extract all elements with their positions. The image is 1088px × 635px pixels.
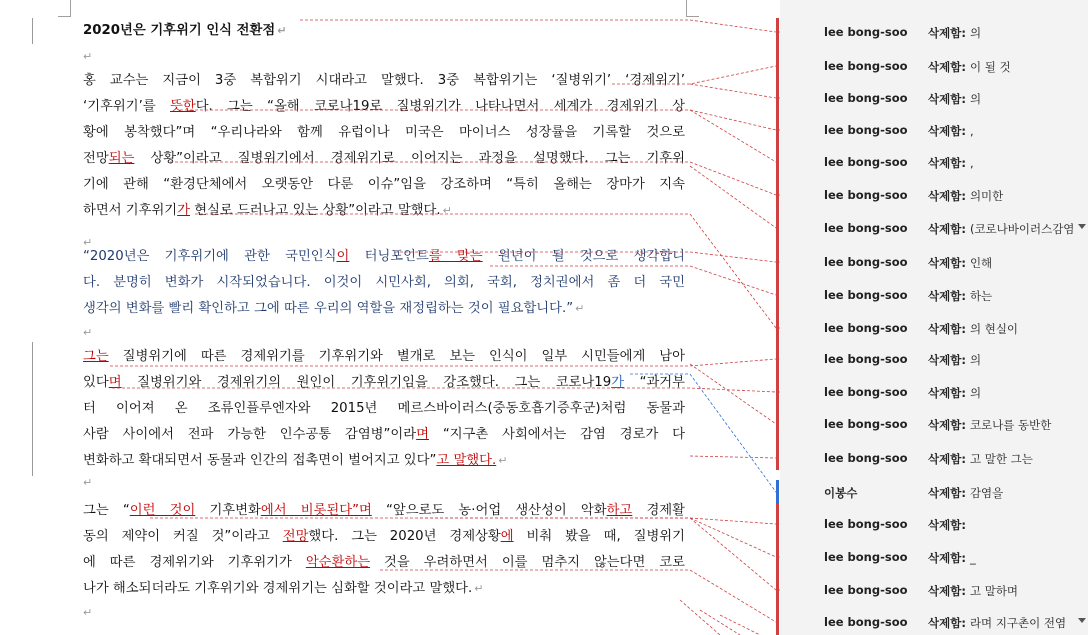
balloon-deleted-label <box>928 321 1018 337</box>
text-line <box>83 172 685 198</box>
tracked-insertion: 고 말했다. <box>436 453 497 468</box>
text-run: 그는 “ <box>83 503 130 518</box>
deleted-text: 하는 <box>969 289 993 303</box>
tracked-insertion: 되는 <box>108 151 135 166</box>
deleted-text: 고 말한 그는 <box>969 452 1033 466</box>
text-line <box>83 198 685 224</box>
expand-balloon-icon[interactable] <box>1078 224 1086 229</box>
text-run: 나가 해소되더라도 기후위기와 경제위기는 심화할 것이라고 말했다. <box>83 581 473 596</box>
tracked-insertion: 며 <box>108 375 122 390</box>
deleted-text: 의미한 <box>969 189 1004 203</box>
balloon-author: lee bong-soo <box>824 255 908 269</box>
text-run: 것을 우려하면서 이를 멈추지 않는다면 코로 <box>370 555 685 570</box>
text-run: 생각의 변화를 빨리 확인하고 그에 따른 우리의 역할을 재정립하는 것이 필요합니다.” <box>83 301 574 316</box>
paragraph-mark: ↵ <box>575 302 585 315</box>
deleted-text: 의 <box>969 353 982 367</box>
deletion-balloon[interactable] <box>780 86 1088 110</box>
deletion-balloon[interactable] <box>780 20 1088 44</box>
left-change-bar <box>32 342 33 476</box>
text-run: 비춰 봤을 때, 질병위기 <box>513 529 685 544</box>
text-line <box>83 94 685 120</box>
deleted-text: , <box>969 124 974 138</box>
deleted-text: 의 현실이 <box>969 322 1019 336</box>
balloon-deleted-label <box>928 59 1011 75</box>
paragraph-mark: ↵ <box>474 582 484 595</box>
text-run: 홍 교수는 지금이 3중 복합위기 시대라고 말했다. 3중 복합위기는 ‘질병위기’ ‘경제위기’ <box>83 73 685 88</box>
tracked-insertion: 이런 것이 <box>129 503 196 518</box>
tracked-insertion: 전망 <box>282 529 309 544</box>
balloon-deleted-label <box>928 352 981 368</box>
text-line <box>83 448 685 474</box>
right-change-bar-blue <box>776 480 779 504</box>
deletion-balloon[interactable] <box>780 480 1088 504</box>
paragraph-mark: ↵ <box>442 204 452 217</box>
balloon-author: lee bong-soo <box>824 123 908 137</box>
text-run: 질병위기에 따른 경제위기를 기후위기와 별개로 보는 인식이 일부 시민들에게 남아 <box>108 349 685 364</box>
paragraph[interactable] <box>83 344 685 474</box>
tracked-insertion: 가 <box>177 203 190 218</box>
deleted-text: 감염을 <box>969 486 1004 500</box>
balloon-deleted-label <box>928 517 966 533</box>
text-line <box>83 344 685 370</box>
tracked-insertion: 뜻한 <box>169 99 196 114</box>
empty-paragraph-mark: ↵ <box>83 50 93 63</box>
deleted-prefix: 삭제함: <box>928 60 966 74</box>
deleted-text: 라며 지구촌이 전염 <box>969 616 1067 630</box>
text-line <box>83 524 685 550</box>
balloon-author: lee bong-soo <box>824 385 908 399</box>
deleted-text: , <box>969 156 974 170</box>
deletion-balloon[interactable] <box>780 347 1088 371</box>
text-run: “앞으로도 농·어업 생산성이 악화 <box>371 503 607 518</box>
paragraph-mark: ↵ <box>498 454 508 467</box>
balloon-author: lee bong-soo <box>824 221 908 235</box>
balloon-deleted-label <box>928 25 981 41</box>
empty-paragraph-mark: ↵ <box>83 326 93 339</box>
text-run: “2020년은 기후위기에 관한 국민인식 <box>83 249 337 264</box>
text-run: 경제활 <box>632 503 685 518</box>
deleted-prefix: 삭제함: <box>928 189 966 203</box>
paragraph[interactable] <box>83 68 685 224</box>
deletion-balloon[interactable] <box>780 150 1088 174</box>
tracked-insertion: 며 <box>416 427 429 442</box>
balloon-deleted-label <box>928 155 974 171</box>
balloon-author: lee bong-soo <box>824 583 908 597</box>
empty-paragraph-mark: ↵ <box>83 606 93 619</box>
text-run: 다. 그는 “올해 코로나19로 질병위기가 나타나면서 세계가 경제위기 상 <box>195 99 685 114</box>
balloon-author: lee bong-soo <box>824 155 908 169</box>
right-change-bar <box>776 498 779 635</box>
deletion-balloon[interactable] <box>780 545 1088 569</box>
deleted-prefix: 삭제함: <box>928 386 966 400</box>
margin-corner-top-right <box>686 0 699 17</box>
deleted-prefix: 삭제함: <box>928 222 966 236</box>
text-run: “지구촌 사회에서는 감염 경로가 다 <box>428 427 685 442</box>
tracked-insertion: 그는 <box>83 349 109 364</box>
deleted-prefix: 삭제함: <box>928 551 966 565</box>
tracked-insertion: 에서 비롯된다”며 <box>260 503 372 518</box>
deletion-balloon[interactable] <box>780 283 1088 307</box>
text-line <box>83 498 685 524</box>
text-run: 상황”이라고 질병위기에서 경제위기로 이어지는 과정을 설명했다. 그는 기후위 <box>134 151 685 166</box>
deleted-prefix: 삭제함: <box>928 518 966 532</box>
tracked-insertion: 악순환하는 <box>305 555 371 570</box>
text-run: 기에 관해 “환경단체에서 오랫동안 다룬 이슈”임을 강조하며 “특히 올해는 장마가 지속 <box>83 177 685 192</box>
deleted-prefix: 삭제함: <box>928 584 966 598</box>
balloon-author: lee bong-soo <box>824 451 908 465</box>
balloon-deleted-label <box>928 188 1003 204</box>
balloon-author: 이봉수 <box>824 486 858 500</box>
text-run: 2020년은 기후위기 인식 전환점 <box>83 23 276 38</box>
deleted-text: 코로나를 동반한 <box>969 418 1052 432</box>
deleted-text: _ <box>969 551 976 565</box>
deleted-prefix: 삭제함: <box>928 418 966 432</box>
text-run: 터 이어져 온 조류인플루엔자와 2015년 메르스바이러스(중동호흡기증후군)처럼 동물과 <box>83 401 685 416</box>
deleted-prefix: 삭제함: <box>928 486 966 500</box>
text-line <box>83 270 685 296</box>
text-run: 터닝포인트 <box>349 249 429 264</box>
deleted-prefix: 삭제함: <box>928 124 966 138</box>
deletion-balloon[interactable] <box>780 610 1088 634</box>
text-run: 변화하고 확대되면서 동물과 인간의 접촉면이 벌어지고 있다” <box>83 453 437 468</box>
paragraph-mark: ↵ <box>277 24 287 37</box>
balloon-author: lee bong-soo <box>824 288 908 302</box>
deleted-text: 인해 <box>969 256 993 270</box>
balloon-author: lee bong-soo <box>824 352 908 366</box>
balloon-author: lee bong-soo <box>824 188 908 202</box>
balloon-deleted-label <box>928 485 1003 501</box>
balloon-author: lee bong-soo <box>824 59 908 73</box>
text-run: 기후변화 <box>195 503 261 518</box>
balloon-deleted-label <box>928 583 1018 599</box>
deleted-prefix: 삭제함: <box>928 156 966 170</box>
text-line <box>83 396 685 422</box>
text-line <box>83 370 685 396</box>
tracked-insertion: 이 <box>336 249 350 264</box>
text-line <box>83 120 685 146</box>
document-heading[interactable] <box>83 18 685 44</box>
text-run: 다. 분명히 변화가 시작되었습니다. 이것이 시민사회, 의회, 국회, 정치권에서 좀 더 국민 <box>83 275 685 290</box>
deleted-prefix: 삭제함: <box>928 289 966 303</box>
balloon-deleted-label <box>928 385 981 401</box>
deleted-prefix: 삭제함: <box>928 322 966 336</box>
balloon-author: lee bong-soo <box>824 517 908 531</box>
balloon-author: lee bong-soo <box>824 25 908 39</box>
deletion-balloon[interactable] <box>780 446 1088 470</box>
balloon-deleted-label <box>928 451 1033 467</box>
text-run: 동의 제약이 커질 것”이라고 <box>83 529 283 544</box>
text-run: ‘기후위기’를 <box>83 99 170 114</box>
balloon-deleted-label <box>928 91 981 107</box>
balloon-author: lee bong-soo <box>824 550 908 564</box>
expand-balloon-icon[interactable] <box>1078 618 1086 623</box>
text-run: 있다 <box>83 375 109 390</box>
right-change-bar <box>776 18 779 470</box>
deleted-prefix: 삭제함: <box>928 616 966 630</box>
text-line <box>83 146 685 172</box>
deleted-text: (코로나바이러스감염 <box>969 222 1075 236</box>
deletion-balloon[interactable] <box>780 250 1088 274</box>
text-line <box>83 550 685 576</box>
tracked-insertion: 를 맞는 <box>428 249 483 264</box>
deletion-balloon[interactable] <box>780 412 1088 436</box>
balloon-deleted-label <box>928 615 1066 631</box>
balloon-deleted-label <box>928 288 992 304</box>
deletion-balloon[interactable] <box>780 512 1088 536</box>
left-change-bar <box>32 18 33 44</box>
text-run: 황에 봉착했다”며 “우리나라와 함께 유럽이나 미국은 마이너스 성장률을 기록할 것으로 <box>83 125 685 140</box>
balloon-author: lee bong-soo <box>824 615 908 629</box>
text-line <box>83 422 685 448</box>
deleted-prefix: 삭제함: <box>928 353 966 367</box>
balloon-deleted-label <box>928 255 992 271</box>
deleted-text: 고 말하며 <box>969 584 1019 598</box>
balloon-deleted-label <box>928 221 1074 237</box>
text-run: 에 따른 경제위기와 기후위기가 <box>83 555 306 570</box>
margin-corner-top-left <box>58 0 71 17</box>
empty-paragraph-mark: ↵ <box>83 476 93 489</box>
tracked-insertion: 에 <box>500 529 514 544</box>
deletion-balloon[interactable] <box>780 578 1088 602</box>
deleted-prefix: 삭제함: <box>928 92 966 106</box>
deleted-prefix: 삭제함: <box>928 452 966 466</box>
balloon-deleted-label <box>928 417 1051 433</box>
text-run: 하면서 기후위기 <box>83 203 178 218</box>
deletion-balloon[interactable] <box>780 54 1088 78</box>
empty-paragraph-mark: ↵ <box>83 236 93 249</box>
deleted-text: 이 될 것 <box>969 60 1011 74</box>
deletion-balloon[interactable] <box>780 380 1088 404</box>
deletion-balloon[interactable] <box>780 118 1088 142</box>
text-run: 질병위기와 경제위기의 원인이 기후위기임을 강조했다. 그는 코로나19 <box>121 375 612 390</box>
text-line <box>83 576 685 602</box>
text-run: 전망 <box>83 151 109 166</box>
deletion-balloon[interactable] <box>780 216 1088 240</box>
balloon-author: lee bong-soo <box>824 91 908 105</box>
markup-balloon-pane[interactable] <box>780 0 1088 635</box>
deletion-balloon[interactable] <box>780 183 1088 207</box>
paragraph[interactable] <box>83 244 685 322</box>
balloon-author: lee bong-soo <box>824 321 908 335</box>
text-run: 했다. 그는 2020년 경제상황 <box>308 529 501 544</box>
tracked-insertion: 가 <box>611 375 625 390</box>
text-line <box>83 18 685 44</box>
text-run: 현실로 드러나고 있는 상황”이라고 말했다. <box>190 203 441 218</box>
text-line <box>83 296 685 322</box>
balloon-deleted-label <box>928 550 976 566</box>
text-run: 원년이 될 것으로 생각합니 <box>482 249 686 264</box>
deletion-balloon[interactable] <box>780 316 1088 340</box>
text-run: 사람 사이에서 전파 가능한 인수공통 감염병”이라 <box>83 427 417 442</box>
paragraph[interactable] <box>83 498 685 602</box>
text-run: “과거부 <box>624 375 685 390</box>
balloon-deleted-label <box>928 123 974 139</box>
deleted-prefix: 삭제함: <box>928 256 966 270</box>
text-line <box>83 68 685 94</box>
text-line <box>83 244 685 270</box>
deleted-text: 의 <box>969 386 982 400</box>
deleted-text: 의 <box>969 92 982 106</box>
deleted-text: 의 <box>969 26 982 40</box>
tracked-insertion: 하고 <box>606 503 633 518</box>
balloon-author: lee bong-soo <box>824 417 908 431</box>
deleted-prefix: 삭제함: <box>928 26 966 40</box>
